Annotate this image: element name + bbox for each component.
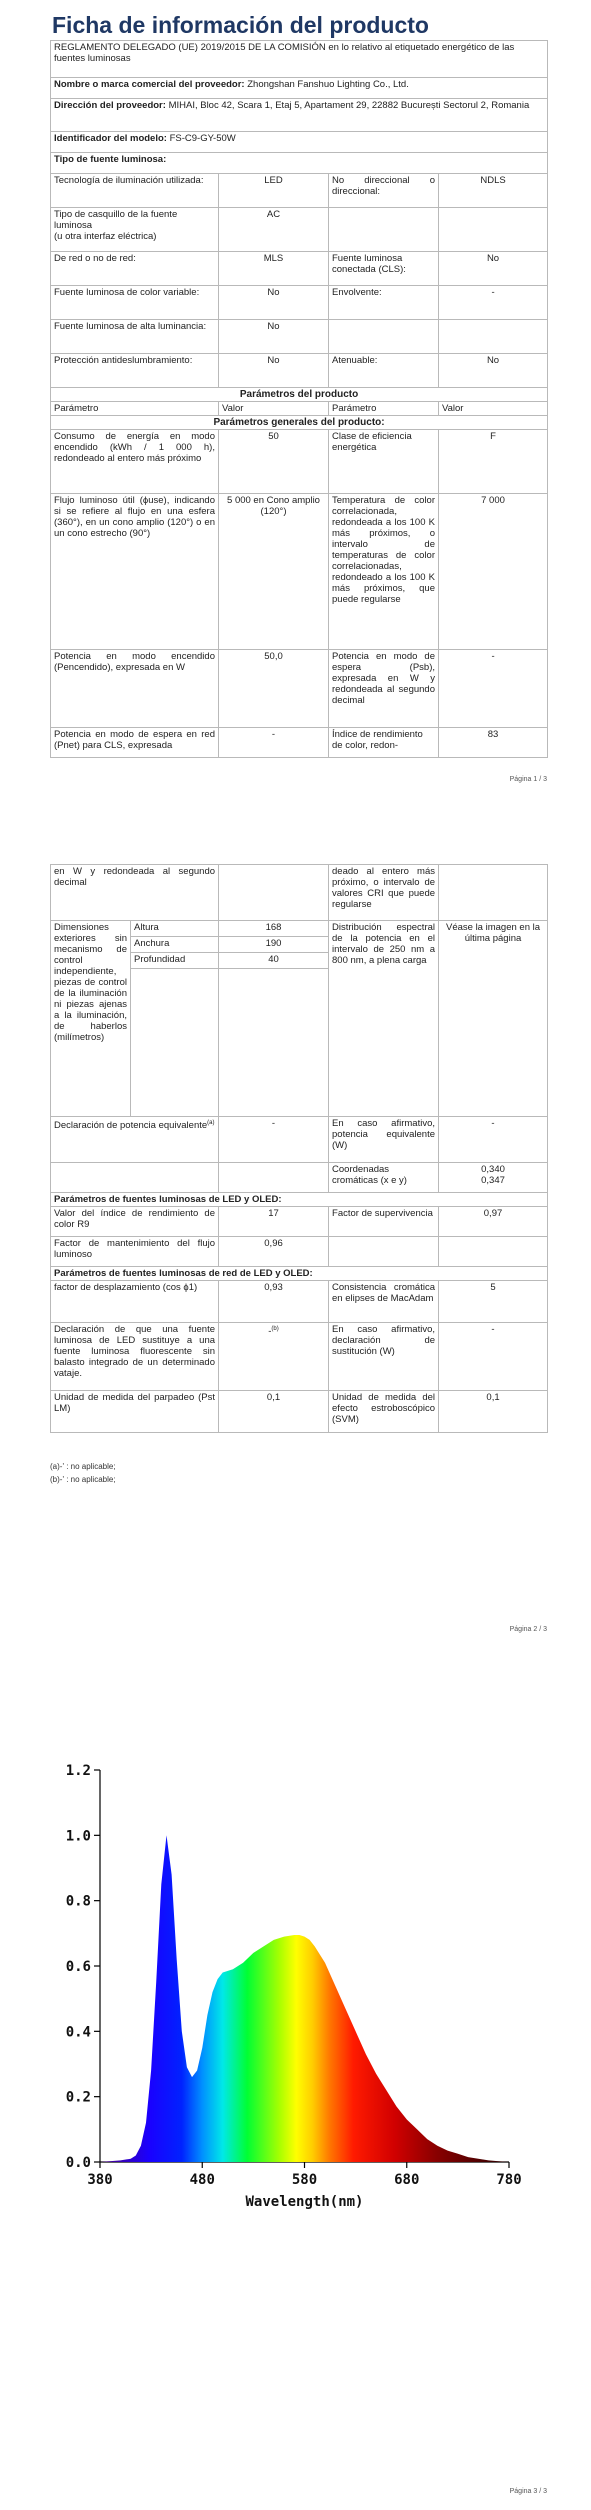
note-ref-a: (a) bbox=[207, 1120, 215, 1126]
lumen-maintenance-value: 0,96 bbox=[219, 1237, 329, 1267]
page-number-3: Página 3 / 3 bbox=[509, 2488, 547, 2495]
color-tunable-value: No bbox=[219, 286, 329, 320]
y-tick-label: 0.4 bbox=[65, 2024, 91, 2041]
spd-value: Véase la imagen en la última página bbox=[439, 921, 548, 1117]
color-tunable-label: Fuente luminosa de color variable: bbox=[51, 286, 219, 320]
page-number-1: Página 1 / 3 bbox=[509, 776, 547, 783]
anti-glare-label: Protección antideslumbramiento: bbox=[51, 354, 219, 388]
height-value: 168 bbox=[219, 921, 329, 937]
empty-cell bbox=[439, 320, 548, 354]
equivalent-power-value: - bbox=[219, 1117, 329, 1163]
energy-consumption-label: Consumo de energía en modo encendido (kWh / 1 000 h), redondeado al entero más próximo bbox=[51, 430, 219, 494]
empty-cell bbox=[329, 1237, 439, 1267]
empty-cell bbox=[329, 320, 439, 354]
col-value-2: Valor bbox=[439, 402, 548, 416]
params-header: Parámetros del producto bbox=[51, 388, 548, 402]
chart-marks bbox=[100, 1835, 509, 2162]
x-tick-label: 680 bbox=[394, 2172, 420, 2188]
cct-value: 7 000 bbox=[439, 494, 548, 650]
equivalent-power-label bbox=[51, 1117, 219, 1163]
y-tick-label: 1.0 bbox=[65, 1828, 91, 1845]
cri-value: 83 bbox=[439, 728, 548, 758]
spectral-power-distribution-chart bbox=[0, 1650, 591, 2210]
col-value-1: Valor bbox=[219, 402, 329, 416]
address-value: MIHAI, Bloc 42, Scara 1, Etaj 5, Apartament 29, 22882 București Sectorul 2, Romania bbox=[168, 100, 530, 111]
document-title: Ficha de información del producto bbox=[52, 12, 429, 38]
address-label: Dirección del proveedor: bbox=[54, 100, 166, 111]
replacement-claim-dash: - bbox=[268, 1326, 272, 1338]
directional-label: No direccional o direccional: bbox=[329, 174, 439, 208]
spd-label: Distribución espectral de la potencia en el intervalo de 250 nm a 800 nm, a plena carga bbox=[329, 921, 439, 1117]
colour-consistency-value: 5 bbox=[439, 1281, 548, 1323]
replacement-watt-value: - bbox=[439, 1323, 548, 1391]
efficiency-class-label: Clase de eficiencia energética bbox=[329, 430, 439, 494]
r9-value: 17 bbox=[219, 1207, 329, 1237]
equivalent-watt-value: - bbox=[439, 1117, 548, 1163]
tech-label: Tecnología de iluminación utilizada: bbox=[51, 174, 219, 208]
survival-factor-label: Factor de supervivencia bbox=[329, 1207, 439, 1237]
empty-cell bbox=[439, 1237, 548, 1267]
page-3 bbox=[0, 1650, 591, 2510]
x-tick-label: 580 bbox=[291, 2172, 318, 2188]
displacement-factor-label: factor de desplazamiento (cos ϕ1) bbox=[51, 1281, 219, 1323]
footnote-a: (a)-' : no aplicable; bbox=[50, 1462, 116, 1471]
empty-cell bbox=[439, 865, 548, 921]
page-2 bbox=[0, 820, 591, 1650]
depth-value: 40 bbox=[219, 953, 329, 969]
directional-value: NDLS bbox=[439, 174, 548, 208]
y-tick-label: 0.8 bbox=[65, 1893, 91, 1910]
replacement-watt-label: En caso afirmativo, declaración de sustitución (W) bbox=[329, 1323, 439, 1391]
supplier-label: Nombre o marca comercial del proveedor: bbox=[54, 79, 245, 90]
regulation-text: REGLAMENTO DELEGADO (UE) 2019/2015 DE LA COMISIÓN en lo relativo al etiquetado energético de las fuentes luminosas bbox=[51, 41, 548, 78]
on-mode-power-label: Potencia en modo encendido (Pencendido), expresada en W bbox=[51, 650, 219, 728]
x-tick-label: 480 bbox=[189, 2172, 215, 2188]
survival-factor-value: 0,97 bbox=[439, 1207, 548, 1237]
model-value: FS-C9-GY-50W bbox=[169, 133, 236, 144]
replacement-claim-value bbox=[219, 1323, 329, 1391]
empty-cell bbox=[329, 208, 439, 252]
displacement-factor-value: 0,93 bbox=[219, 1281, 329, 1323]
r9-label: Valor del índice de rendimiento de color R9 bbox=[51, 1207, 219, 1237]
footnote-b: (b)-' : no aplicable; bbox=[50, 1475, 116, 1484]
network-standby-label-cont: en W y redondeada al segundo decimal bbox=[51, 865, 219, 921]
network-standby-value: - bbox=[219, 728, 329, 758]
y-tick-label: 0.0 bbox=[65, 2155, 91, 2171]
high-luminance-value: No bbox=[219, 320, 329, 354]
x-tick-label: 380 bbox=[87, 2172, 113, 2188]
cap-type-value: AC bbox=[219, 208, 329, 252]
empty-cell bbox=[219, 1163, 329, 1193]
empty-cell bbox=[51, 1163, 219, 1193]
x-tick-label: 780 bbox=[496, 2172, 522, 2188]
network-standby-label: Potencia en modo de espera en red (Pnet) para CLS, expresada bbox=[51, 728, 219, 758]
luminous-flux-value: 5 000 en Cono amplio (120°) bbox=[219, 494, 329, 650]
page-number-2: Página 2 / 3 bbox=[509, 1626, 547, 1633]
col-param-2: Parámetro bbox=[329, 402, 439, 416]
flicker-label: Unidad de medida del parpadeo (Pst LM) bbox=[51, 1391, 219, 1433]
equivalent-watt-label: En caso afirmativo, potencia equivalente (W) bbox=[329, 1117, 439, 1163]
width-label: Anchura bbox=[131, 937, 219, 953]
mains-value: MLS bbox=[219, 252, 329, 286]
model-label: Identificador del modelo: bbox=[54, 133, 167, 144]
mains-led-params-header: Parámetros de fuentes luminosas de red de LED y OLED: bbox=[51, 1267, 548, 1281]
high-luminance-label: Fuente luminosa de alta luminancia: bbox=[51, 320, 219, 354]
equivalent-power-text: Declaración de potencia equivalente bbox=[54, 1120, 208, 1132]
on-mode-power-value: 50,0 bbox=[219, 650, 329, 728]
cap-type-label: Tipo de casquillo de la fuente luminosa (u otra interfaz eléctrica) bbox=[51, 208, 219, 252]
empty-cell bbox=[219, 969, 329, 1117]
cri-label-cont: deado al entero más próximo, o intervalo de valores CRI que puede regularse bbox=[329, 865, 439, 921]
luminous-flux-label: Flujo luminoso útil (ϕuse), indicando si se refiere al flujo en una esfera (360°), en un cono amplio (120°) o en un cono estrecho (90°) bbox=[51, 494, 219, 650]
col-param-1: Parámetro bbox=[51, 402, 219, 416]
replacement-claim-label: Declaración de que una fuente luminosa de LED sustituye a una fuente luminosa fluorescente sin balasto integrado de un determinado vataje. bbox=[51, 1323, 219, 1391]
cri-label: Índice de rendimiento de color, redon- bbox=[329, 728, 439, 758]
product-info-table-2 bbox=[50, 864, 548, 1433]
depth-label: Profundidad bbox=[131, 953, 219, 969]
chromaticity-label: Coordenadas cromáticas (x e y) bbox=[329, 1163, 439, 1193]
supplier-row bbox=[51, 78, 548, 99]
footnotes bbox=[50, 1460, 116, 1486]
stroboscopic-value: 0,1 bbox=[439, 1391, 548, 1433]
width-value: 190 bbox=[219, 937, 329, 953]
cls-value: No bbox=[439, 252, 548, 286]
supplier-value: Zhongshan Fanshuo Lighting Co., Ltd. bbox=[247, 79, 409, 90]
y-tick-label: 0.6 bbox=[65, 1959, 91, 1975]
y-tick-label: 0.2 bbox=[65, 2089, 91, 2106]
dimmable-label: Atenuable: bbox=[329, 354, 439, 388]
address-row bbox=[51, 99, 548, 132]
led-params-header: Parámetros de fuentes luminosas de LED y OLED: bbox=[51, 1193, 548, 1207]
spectrum-area bbox=[100, 1835, 509, 2162]
empty-cell bbox=[219, 865, 329, 921]
standby-power-value: - bbox=[439, 650, 548, 728]
page-1 bbox=[0, 0, 591, 820]
empty-cell bbox=[131, 969, 219, 1117]
source-type-label: Tipo de fuente luminosa: bbox=[51, 153, 548, 174]
product-info-table-1 bbox=[50, 40, 548, 758]
cct-label: Temperatura de color correlacionada, redondeada a los 100 K más próximos, o intervalo de temperaturas de color correlacionadas, redondeado a los 100 K más próximos, que puede regularse bbox=[329, 494, 439, 650]
height-label: Altura bbox=[131, 921, 219, 937]
energy-consumption-value: 50 bbox=[219, 430, 329, 494]
dimmable-value: No bbox=[439, 354, 548, 388]
mains-label: De red o no de red: bbox=[51, 252, 219, 286]
envelope-label: Envolvente: bbox=[329, 286, 439, 320]
envelope-value: - bbox=[439, 286, 548, 320]
tech-value: LED bbox=[219, 174, 329, 208]
empty-cell bbox=[439, 208, 548, 252]
lumen-maintenance-label: Factor de mantenimiento del flujo luminoso bbox=[51, 1237, 219, 1267]
cls-label: Fuente luminosa conectada (CLS): bbox=[329, 252, 439, 286]
general-params-header: Parámetros generales del producto: bbox=[51, 416, 548, 430]
y-tick-label: 1.2 bbox=[65, 1763, 91, 1779]
x-axis-label: Wavelength(nm) bbox=[245, 2194, 364, 2210]
note-ref-b: (b) bbox=[271, 1326, 279, 1332]
chromaticity-value: 0,340 0,347 bbox=[439, 1163, 548, 1193]
model-row bbox=[51, 132, 548, 153]
anti-glare-value: No bbox=[219, 354, 329, 388]
flicker-value: 0,1 bbox=[219, 1391, 329, 1433]
stroboscopic-label: Unidad de medida del efecto estroboscópico (SVM) bbox=[329, 1391, 439, 1433]
efficiency-class-value: F bbox=[439, 430, 548, 494]
dimensions-label: Dimensiones exteriores sin mecanismo de control independiente, piezas de control de la iluminación ni piezas ajenas a la iluminación, de haberlos (milímetros) bbox=[51, 921, 131, 1117]
colour-consistency-label: Consistencia cromática en elipses de MacAdam bbox=[329, 1281, 439, 1323]
standby-power-label: Potencia en modo de espera (Psb), expresada en W y redondeada al segundo decimal bbox=[329, 650, 439, 728]
